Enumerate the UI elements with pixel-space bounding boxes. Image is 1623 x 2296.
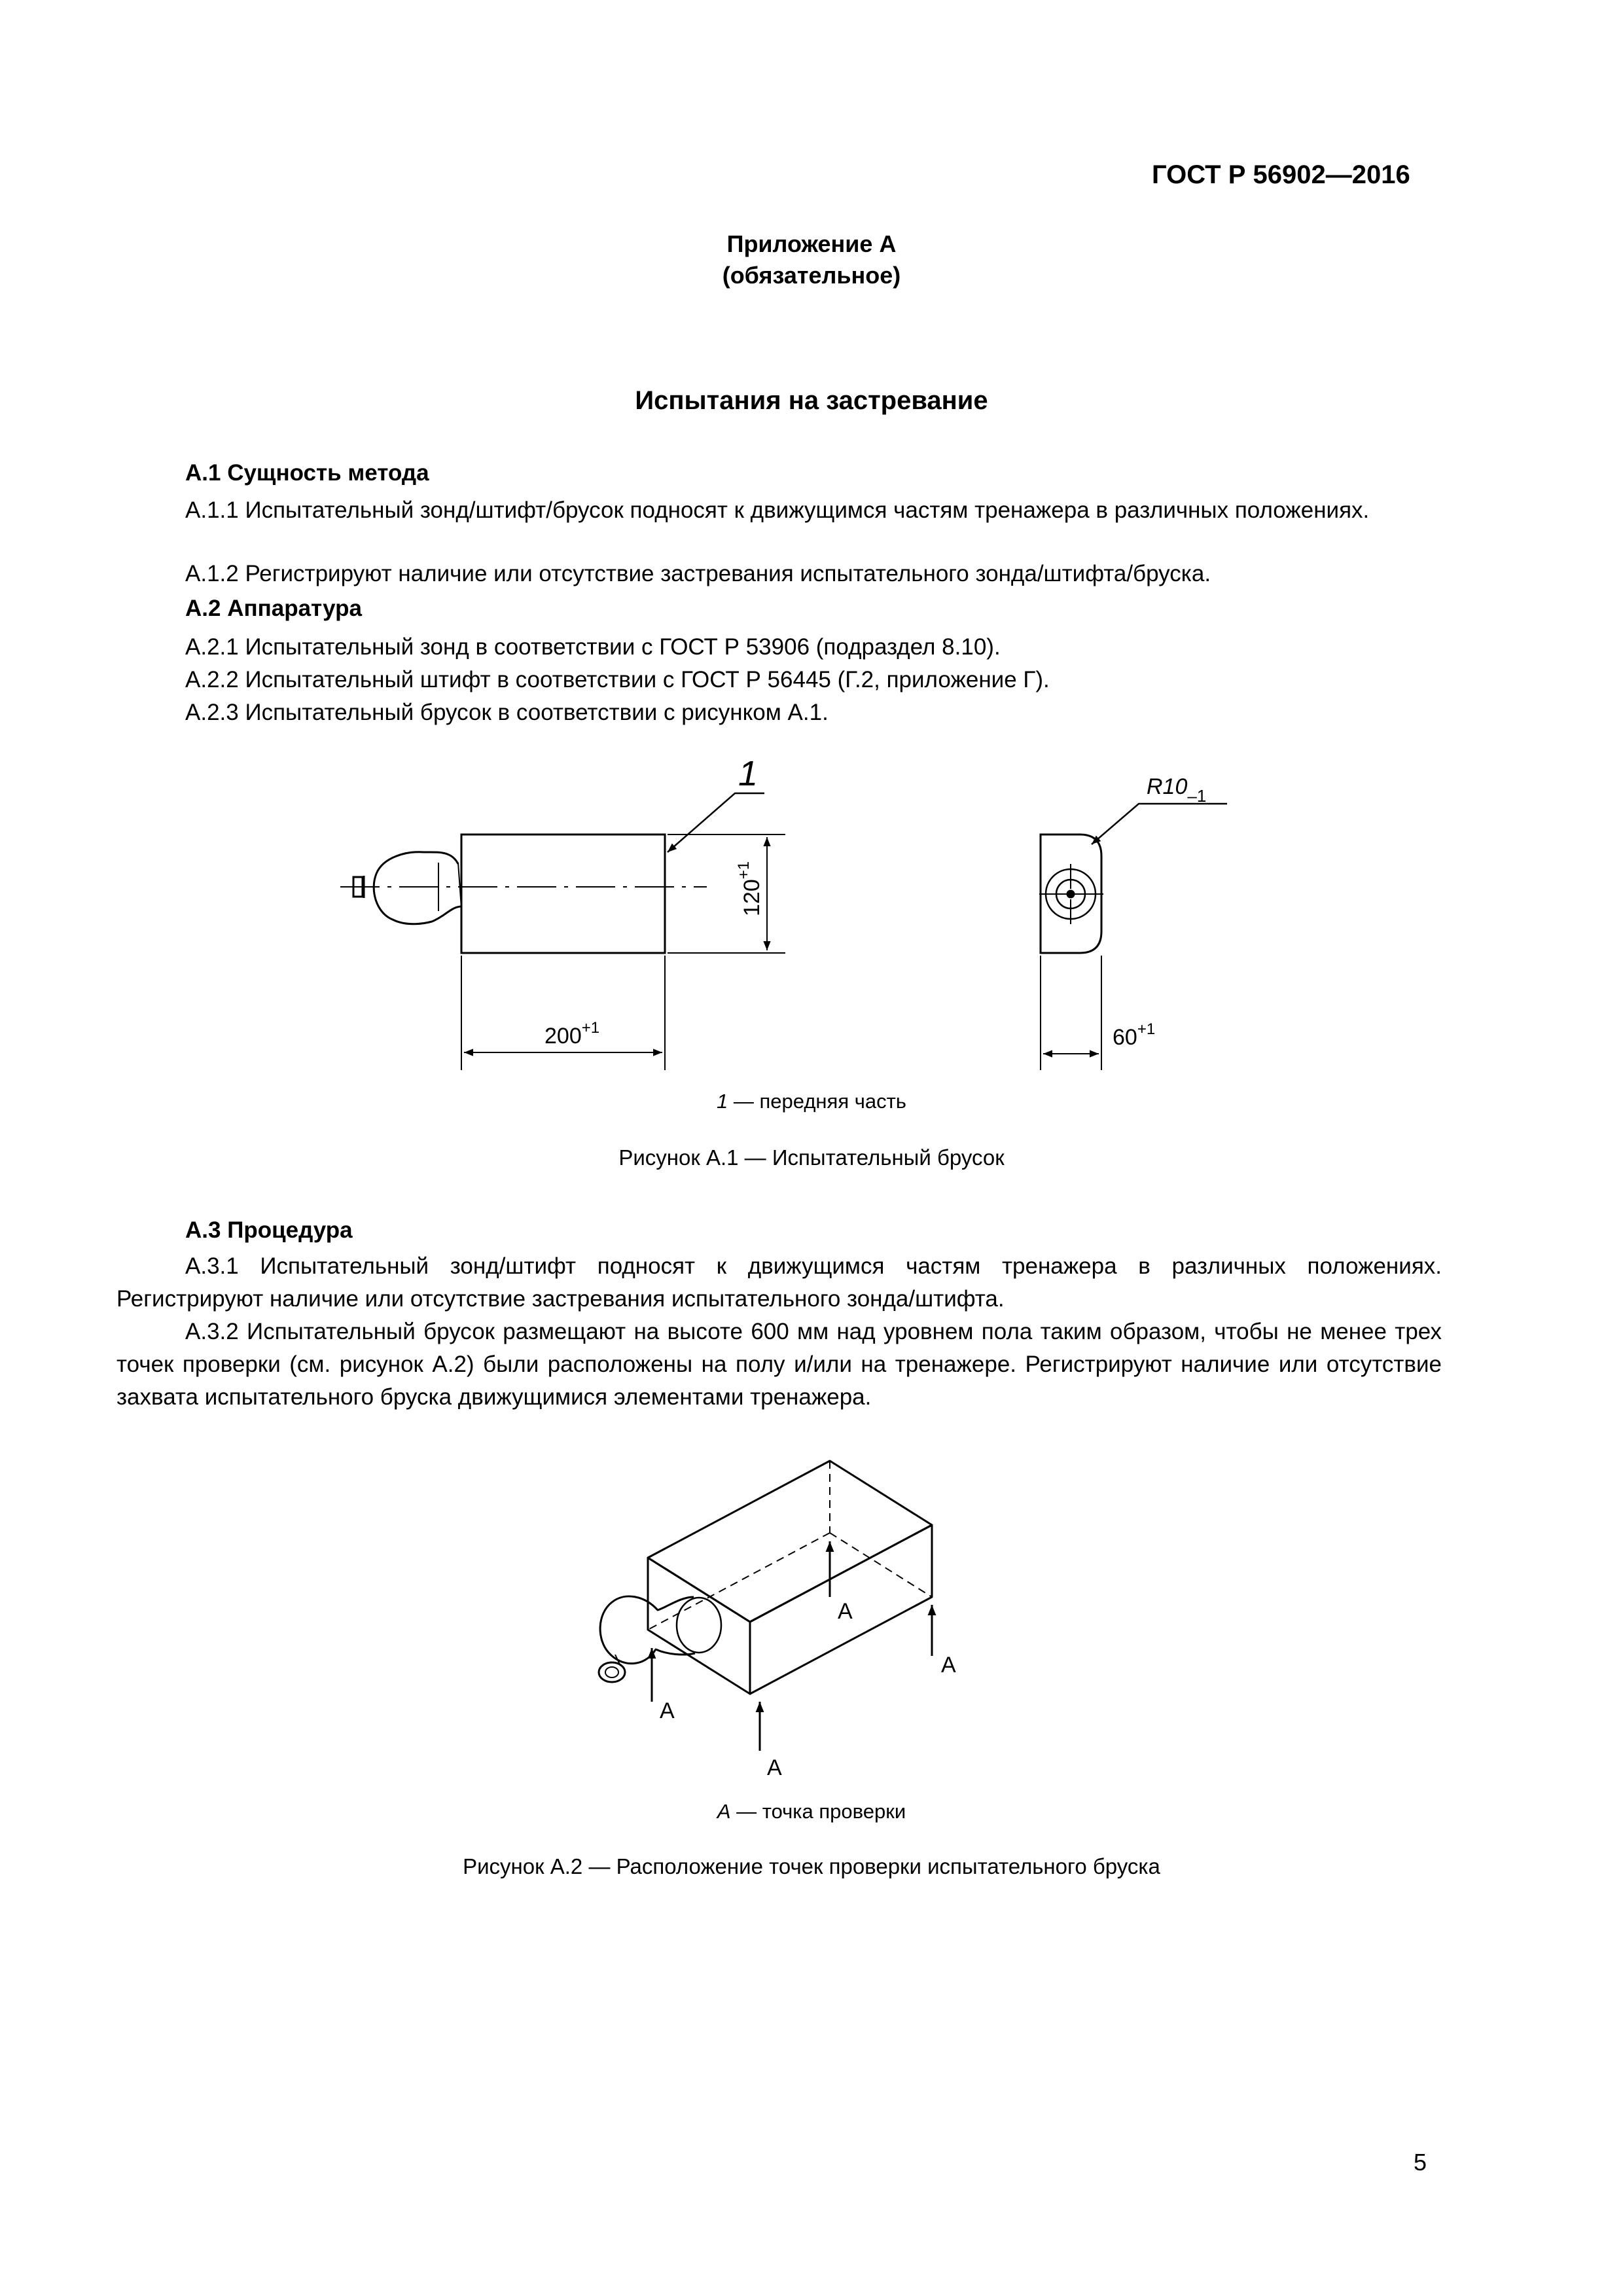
radius-label: $R10_{-1}$	[1147, 774, 1207, 806]
bar-hidden-edges	[648, 1461, 932, 1630]
check-point-label-bottom: А	[767, 1755, 782, 1780]
check-point-label-inner: А	[838, 1599, 853, 1624]
knob-handle	[353, 852, 461, 924]
figure-a2-legend	[0, 1800, 1623, 1823]
page-number: 5	[1414, 2149, 1427, 2176]
figure-a1-legend	[0, 1090, 1623, 1113]
bar-box	[648, 1461, 932, 1694]
length-label: $200^{+1}$	[544, 1019, 600, 1049]
figure-a2-drawing	[0, 1440, 1623, 1806]
figure-a1-caption: Рисунок А.1 — Испытательный брусок	[618, 1145, 1005, 1170]
section-a1-heading: А.1 Сущность метода	[185, 460, 429, 486]
paragraph-a2-1: А.2.1 Испытательный зонд в соответствии с ГОСТ Р 53906 (подраздел 8.10).	[185, 634, 1001, 660]
paragraph-a3-2: А.3.2 Испытательный брусок размещают на высоте 600 мм над уровнем пола таким образом, чтобы не менее трех точек проверки (см. рисунок А.2) были расположены на полу и/или на тренажере. Регистрируют наличие или отсутствие захвата испытательного бруска движущимися элементами тренажера.	[116, 1319, 1442, 1410]
legend-callout-number: 1	[717, 1090, 728, 1113]
annex-heading: Испытания на застревание	[635, 386, 988, 415]
annex-kind: (обязательное)	[722, 262, 901, 289]
section-a3-heading: А.3 Процедура	[185, 1217, 353, 1243]
side-view-body	[461, 834, 665, 953]
annex-title: Приложение А	[726, 230, 897, 257]
check-point-label-right: А	[941, 1653, 956, 1677]
figure-a2-caption: Рисунок А.2 — Расположение точек проверки испытательного бруска	[463, 1854, 1160, 1878]
height-label: $120^{+1}$	[735, 861, 764, 916]
callout-leader	[668, 793, 764, 852]
legend-callout-text: — передняя часть	[728, 1090, 906, 1113]
width-label: $60^{+1}$	[1113, 1020, 1156, 1050]
paragraph-a1-1: А.1.1 Испытательный зонд/штифт/брусок подносят к движущимся частям тренажера в различных положениях.	[185, 497, 1370, 523]
standard-number: ГОСТ Р 56902—2016	[1152, 160, 1410, 189]
section-a2-heading: А.2 Аппаратура	[185, 596, 362, 621]
check-point-label-knob: А	[660, 1698, 675, 1723]
paragraph-a1-2: А.1.2 Регистрируют наличие или отсутствие застревания испытательного зонда/штифта/бруска.	[185, 561, 1211, 586]
paragraph-a2-3: А.2.3 Испытательный брусок в соответствии с рисунком А.1.	[185, 700, 829, 725]
callout-number: 1	[738, 754, 758, 793]
paragraph-a2-2: А.2.2 Испытательный штифт в соответствии с ГОСТ Р 56445 (Г.2, приложение Г).	[185, 667, 1050, 692]
legend-point-text: — точка проверки	[730, 1800, 906, 1823]
paragraph-a3-1: А.3.1 Испытательный зонд/штифт подносят к движущимся частям тренажера в различных положениях. Регистрируют наличие или отсутствие застревания испытательного зонда/штифта.	[116, 1253, 1442, 1312]
bar-knob	[599, 1596, 721, 1682]
legend-point-letter: А	[717, 1800, 731, 1823]
radius-leader	[1092, 804, 1227, 844]
